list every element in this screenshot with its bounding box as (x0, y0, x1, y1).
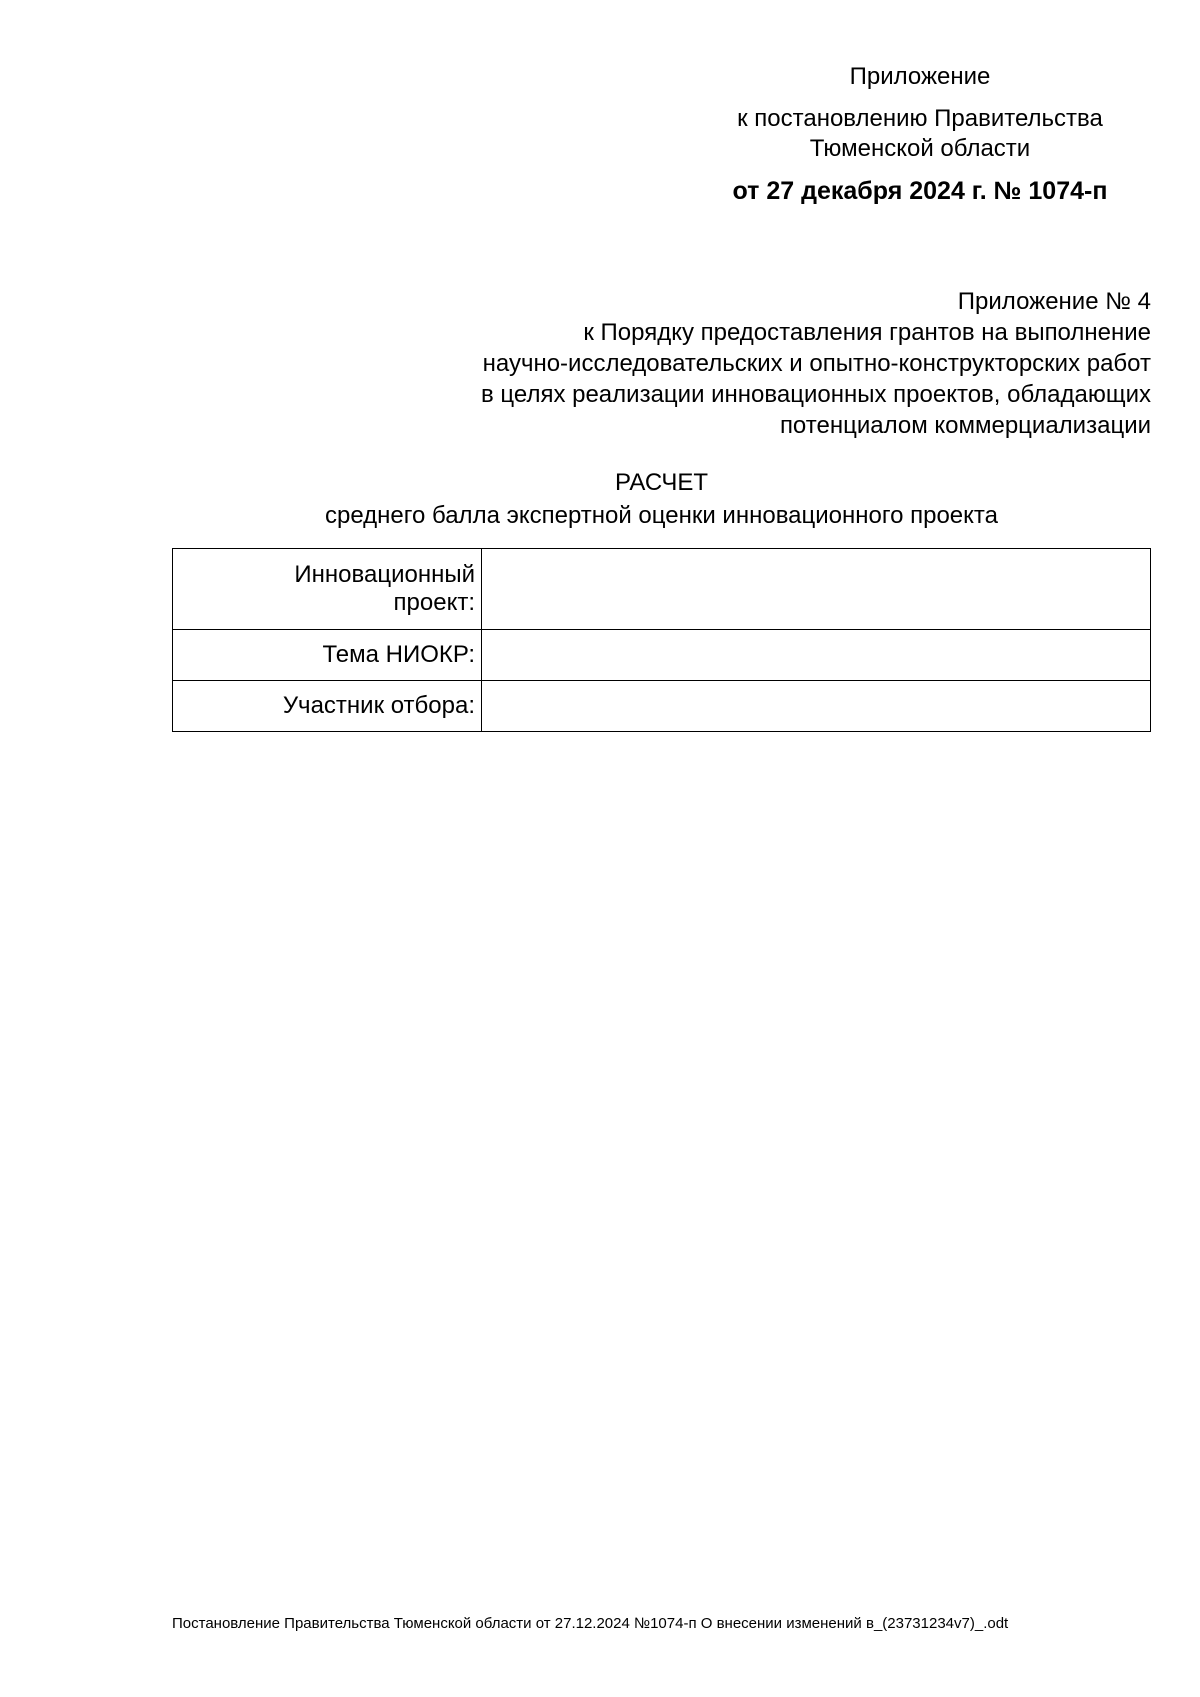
label-project (173, 549, 482, 630)
heading-subtitle: среднего балла экспертной оценки инновационного проекта (325, 502, 998, 529)
header-date: от 27 декабря 2024 г. № 1074-п (732, 177, 1108, 205)
appendix-line-3: научно-исследовательских и опытно-конструкторских работ (482, 350, 1151, 377)
value-topic-field[interactable] (482, 630, 1151, 681)
table-row-topic (173, 630, 1151, 681)
document-footer: Постановление Правительства Тюменской области от 27.12.2024 №1074-п О внесении изменений в_(23731234v7)_.odt (172, 1615, 1009, 1632)
header-title: Приложение (849, 63, 991, 90)
table-row-project (173, 549, 1151, 630)
appendix-line-4: в целях реализации инновационных проектов, обладающих (481, 381, 1151, 408)
header-line-2: Тюменской области (809, 135, 1031, 162)
label-participant: Участник отбора: (173, 681, 482, 732)
table-row-participant (173, 681, 1151, 732)
appendix-line-1: Приложение № 4 (957, 288, 1151, 315)
label-topic: Тема НИОКР: (173, 630, 482, 681)
header-line-1: к постановлению Правительства (737, 105, 1103, 132)
appendix-reference (380, 286, 1151, 441)
appendix-line-2: к Порядку предоставления грантов на выполнение (583, 319, 1151, 346)
resolution-header (700, 62, 1140, 206)
label-project-line-1: Инновационный (294, 561, 475, 588)
heading-title: РАСЧЕТ (614, 469, 709, 496)
project-info-table (172, 548, 1151, 732)
value-project-field[interactable] (482, 549, 1151, 630)
value-participant-field[interactable] (482, 681, 1151, 732)
document-heading (172, 466, 1151, 532)
label-project-line-2: проект: (393, 589, 475, 616)
appendix-line-5: потенциалом коммерциализации (779, 412, 1151, 439)
